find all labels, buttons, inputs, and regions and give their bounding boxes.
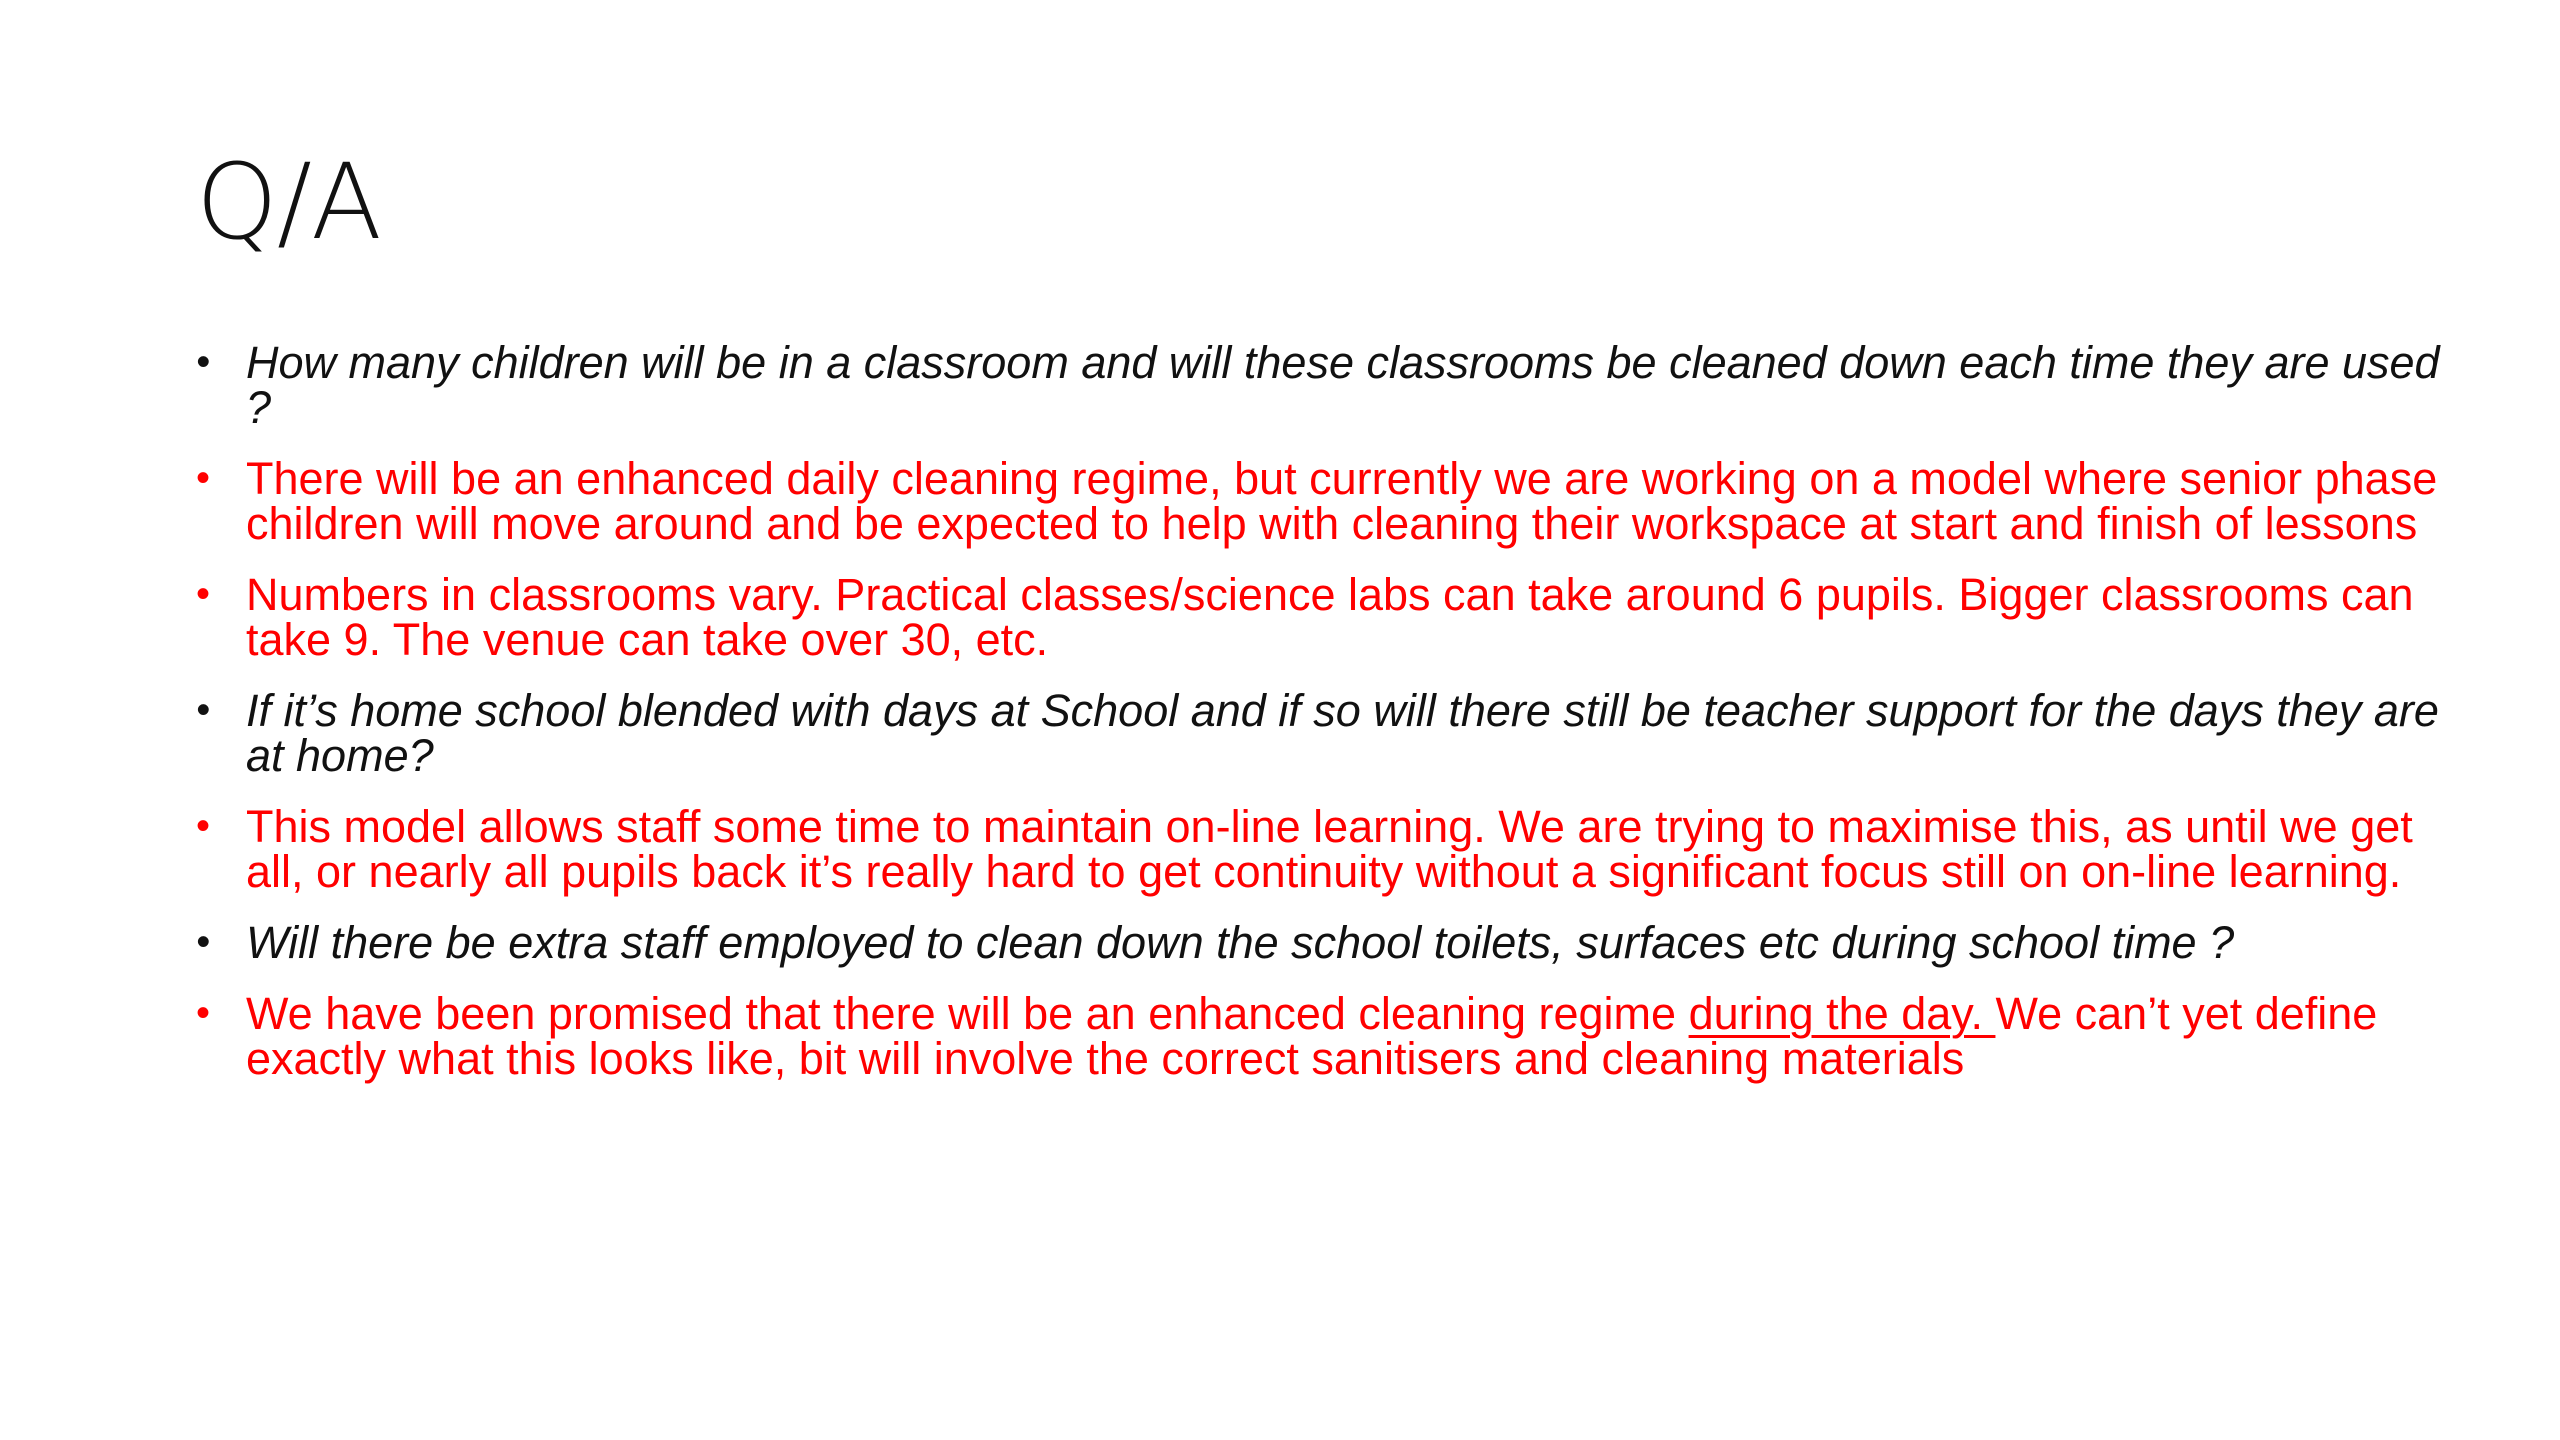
answer-text-start: We have been promised that there will be an enhanced cleaning regime [246,988,1689,1039]
answer-text: Numbers in classrooms vary. Practical classes/science labs can take around 6 pupils. Bigger classrooms can take 9. The venue can take over 30, etc. [246,569,2414,665]
bullet-icon: • [196,688,211,732]
slide-title: Q/A [196,141,382,263]
answer-item [196,453,2456,549]
bullet-icon: • [196,456,211,500]
bullet-icon: • [196,572,211,616]
answer-text: This model allows staff some time to maintain on-line learning. We are trying to maximise this, as until we get all, or nearly all pupils back it’s really hard to get continuity without a significant focus still on on-line learning. [246,801,2413,897]
bullet-icon: • [196,340,211,384]
question-text: How many children will be in a classroom and will these classrooms be cleaned down each time they are used ? [246,337,2440,433]
answer-item [196,801,2456,897]
bullet-icon: • [196,804,211,848]
answer-text: There will be an enhanced daily cleaning regime, but currently we are working on a model where senior phase children will move around and be expected to help with cleaning their workspace at start and finish of lessons [246,453,2438,549]
underlined-phrase: during the day. [1688,988,1996,1039]
answer-item [196,988,2456,1084]
question-text: If it’s home school blended with days at School and if so will there still be teacher support for the days they are at home? [246,685,2439,781]
answer-text [246,988,2377,1084]
question-text: Will there be extra staff employed to clean down the school toilets, surfaces etc during school time ? [246,917,2235,968]
question-item [196,337,2456,433]
question-item [196,917,2456,968]
bullet-icon: • [196,920,211,964]
bullet-icon: • [196,991,211,1035]
answer-item [196,569,2456,665]
bullet-list [196,337,2456,1107]
question-item [196,685,2456,781]
answer-text-end: We can’t yet define exactly what this looks like, bit will involve the correct sanitisers and cleaning materials [246,988,2378,1084]
